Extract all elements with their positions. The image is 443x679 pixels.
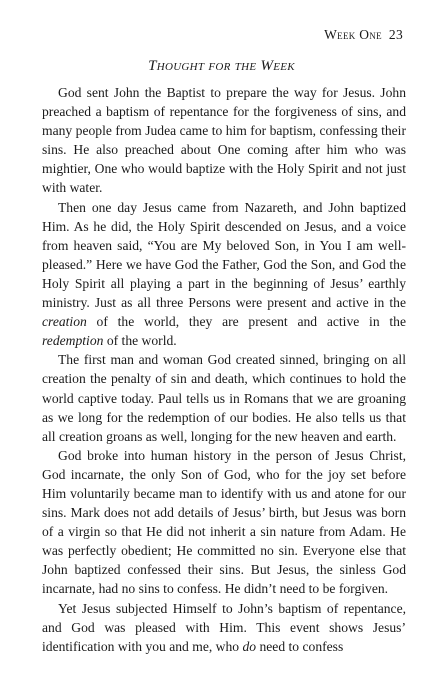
- emphasis-redemption: redemption: [42, 333, 104, 349]
- page-number: 23: [388, 27, 403, 42]
- paragraph-text: Then one day Jesus came from Nazareth, and John baptized Him. As he did, the Holy Spirit descended on Jesus, and a voice from heaven said, “You are My beloved Son, in You I am well-pleased.” Here we have God the Father, God the Son, and God the Holy Spirit all playing a part in the beginning of Jesus’ earthly ministry. Just as all three Persons were present and active in the: [42, 199, 406, 311]
- paragraph-2: [42, 198, 406, 351]
- paragraph-text: of the world, they are present and active in the: [86, 314, 406, 330]
- body-text: [42, 83, 406, 656]
- emphasis-do: do: [242, 638, 257, 654]
- paragraph-text: Yet Jesus subjected Himself to John’s baptism of repentance, and God was pleased with Him. This event shows Jesus’ identification with you and me, who: [42, 600, 406, 654]
- section-heading: Thought for the Week: [148, 58, 295, 74]
- paragraph-text: The first man and woman God created sinned, bringing on all creation the penalty of sin and death, which continues to hold the world captive today. Paul tells us in Romans that we are groaning as we long for the redemption of our bodies. He also tells us that all creation groans as well, longing for the new heaven and earth.: [42, 352, 406, 444]
- paragraph-text: God sent John the Baptist to prepare the way for Jesus. John preached a baptism of repentance for the forgiveness of sins, and many people from Judea came to him for baptism, confessing their sins. He also preached about One coming after him who was mightier, One who would baptize with the Holy Spirit and not just with water.: [42, 85, 406, 196]
- paragraph-4: [42, 446, 406, 599]
- paragraph-5: [42, 599, 406, 656]
- running-head-section: Week One: [324, 27, 382, 42]
- running-head: [324, 27, 403, 43]
- paragraph-3: [42, 350, 406, 445]
- emphasis-creation: creation: [42, 314, 87, 330]
- paragraph-text: need to confess: [256, 638, 344, 654]
- paragraph-1: [42, 83, 406, 198]
- paragraph-text: of the world.: [103, 333, 177, 349]
- paragraph-text: God broke into human history in the person of Jesus Christ, God incarnate, the only Son of God, who for the joy set before Him voluntarily became man to identify with us and atone for our sins. Mark does not add details of Jesus’ birth, but Jesus was born of a virgin so that He did not inherit a sin nature from Adam. He was perfectly obedient; He committed no sin. Everyone else that John baptized confessed their sins. But Jesus, the sinless God incarnate, had no sins to confess. He didn’t need to be forgiven.: [42, 447, 406, 597]
